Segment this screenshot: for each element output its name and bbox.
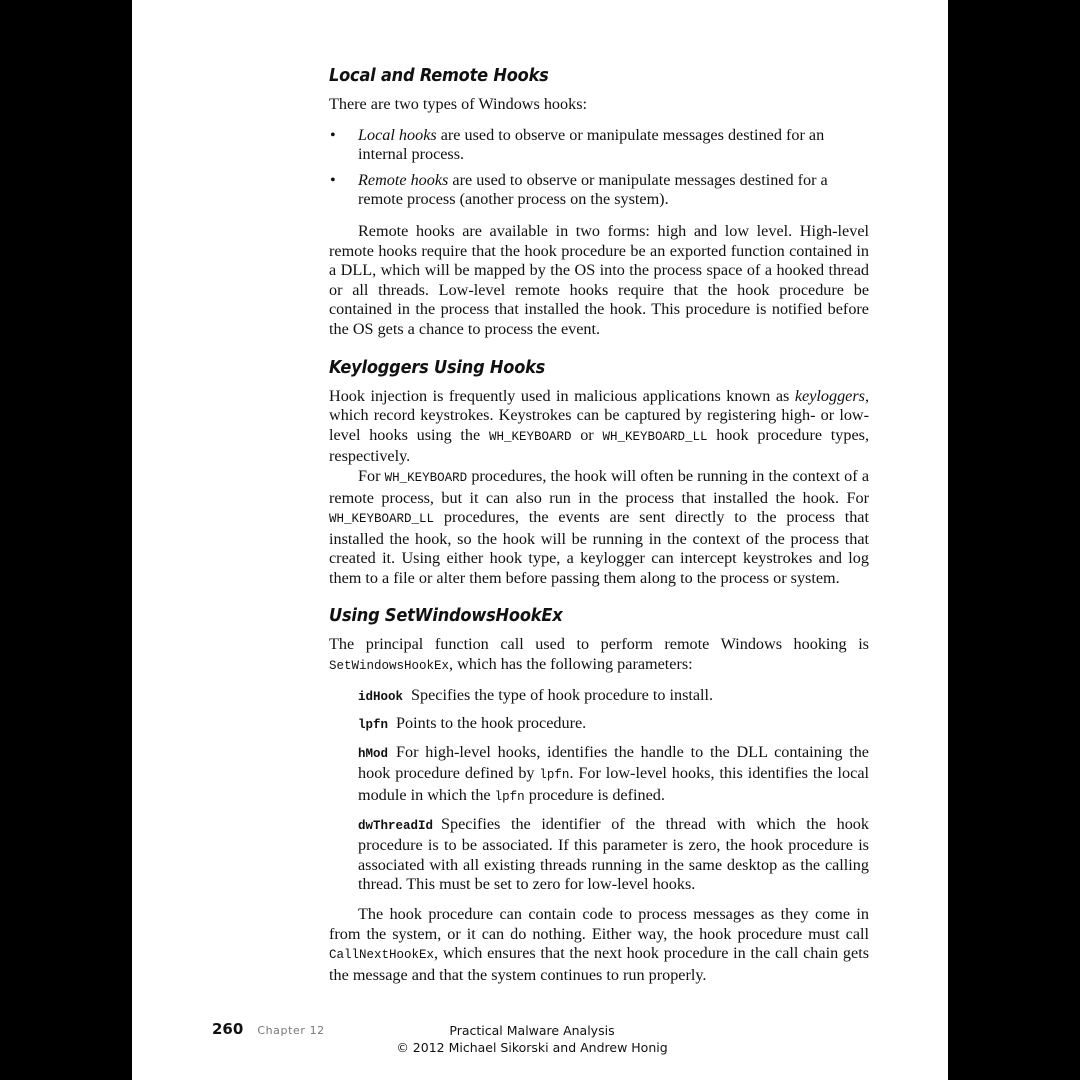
code-wh-keyboard: WH_KEYBOARD <box>384 470 468 485</box>
text-run: hook procedure types, respectively. <box>329 425 869 466</box>
book-page <box>132 0 948 1080</box>
text-run: , which has the following parameters: <box>449 655 693 674</box>
list-item-text: are used to observe or manipulate messages destined for an internal process. <box>358 125 825 164</box>
heading-using-setwindowshookex: Using SetWindowsHookEx <box>329 605 563 627</box>
heading-keyloggers-using-hooks: Keyloggers Using Hooks <box>329 356 546 378</box>
code-lpfn: lpfn <box>539 768 570 783</box>
param-hmod <box>358 743 869 808</box>
param-description: For high-level hooks, identifies the handle to the DLL containing the hook procedure defined by <box>358 742 869 783</box>
parameter-list <box>358 686 869 895</box>
page-number: 260 <box>212 1020 244 1038</box>
term-keyloggers: keyloggers <box>794 386 865 405</box>
param-description: Specifies the type of hook procedure to install. <box>411 685 714 704</box>
bullet-icon: • <box>330 125 336 144</box>
page-footer-left <box>212 1020 325 1038</box>
param-lpfn <box>358 714 869 736</box>
text-run: Hook injection is frequently used in malicious applications known as <box>329 386 795 405</box>
param-description: Points to the hook procedure. <box>396 714 587 733</box>
page-footer-center <box>382 1022 682 1056</box>
list-item <box>329 126 869 165</box>
param-term: lpfn <box>358 718 389 733</box>
param-term: hMod <box>358 746 389 761</box>
text-run: The hook procedure can contain code to process messages as they come in from the system, or it can do nothing. Either way, the hook procedure must call <box>329 905 869 943</box>
text-run: , which record keystrokes. Keystrokes can be captured by registering high- or low-level hooks using the <box>329 386 869 444</box>
bullet-icon: • <box>330 170 336 189</box>
code-setwindowshookex: SetWindowsHookEx <box>329 659 450 674</box>
keyloggers-paragraph-2 <box>329 467 869 589</box>
hook-types-list <box>329 126 869 210</box>
code-wh-keyboard-ll: WH_KEYBOARD_LL <box>329 512 435 527</box>
book-title: Practical Malware Analysis <box>449 1023 615 1038</box>
text-run: procedures, the hook will often be running in the context of a remote process, but it can also run in the process that installed the hook. For <box>329 466 869 507</box>
param-description: procedure is defined. <box>524 786 665 805</box>
param-dwthreadid <box>358 815 869 895</box>
text-run: For <box>358 466 385 485</box>
section-setwindowshookex <box>329 604 869 985</box>
param-term: dwThreadId <box>358 818 434 833</box>
list-item-text: are used to observe or manipulate messages destined for a remote process (another process on the system). <box>358 170 828 209</box>
setwindowshookex-intro <box>329 635 869 676</box>
code-lpfn: lpfn <box>494 790 525 805</box>
text-run: The principal function call used to perform remote Windows hooking is <box>329 635 869 654</box>
chapter-label: Chapter 12 <box>257 1024 325 1037</box>
text-run: procedures, the events are sent directly to the process that installed the hook, so the hook will be running in the context of the process that created it. Using either hook type, a keylogger can intercept keystrokes and log them to a file or alter them before passing them along to the process or system. <box>329 508 869 587</box>
section1-paragraph: Remote hooks are available in two forms: high and low level. High-level remote hooks require that the hook procedure be an exported function contained in a DLL, which will be mapped by the OS into the process space of a hooked thread or all threads. Low-level remote hooks require that the hook procedure be contained in the process that installed the hook. This procedure is notified before the OS gets a chance to process the event. <box>329 221 869 338</box>
copyright-notice: © 2012 Michael Sikorski and Andrew Honig <box>396 1040 668 1055</box>
keyloggers-paragraph-1 <box>329 387 869 467</box>
code-callnexthookex: CallNextHookEx <box>329 948 435 963</box>
closing-paragraph <box>329 905 869 985</box>
param-term: idHook <box>358 689 404 704</box>
code-wh-keyboard-ll: WH_KEYBOARD_LL <box>602 429 708 444</box>
heading-local-remote-hooks: Local and Remote Hooks <box>329 65 549 86</box>
section1-intro: There are two types of Windows hooks: <box>329 95 587 113</box>
text-run: , which ensures that the next hook procedure in the call chain gets the message and that the system continues to run properly. <box>329 944 869 984</box>
list-item <box>329 171 869 210</box>
section-keyloggers <box>329 356 869 589</box>
page-content <box>329 64 869 985</box>
param-idhook <box>358 686 869 708</box>
param-description: . For low-level hooks, this identifies the local module in which the <box>358 764 869 805</box>
list-item-term: Local hooks <box>358 125 437 144</box>
param-description: Specifies the identifier of the thread with which the hook procedure is to be associated. If this parameter is zero, the hook procedure is associated with all existing threads running in the same desktop as the calling thread. This must be set to zero for low-level hooks. <box>358 814 869 894</box>
text-run: or <box>571 425 603 444</box>
list-item-term: Remote hooks <box>358 170 449 189</box>
code-wh-keyboard: WH_KEYBOARD <box>488 429 572 444</box>
